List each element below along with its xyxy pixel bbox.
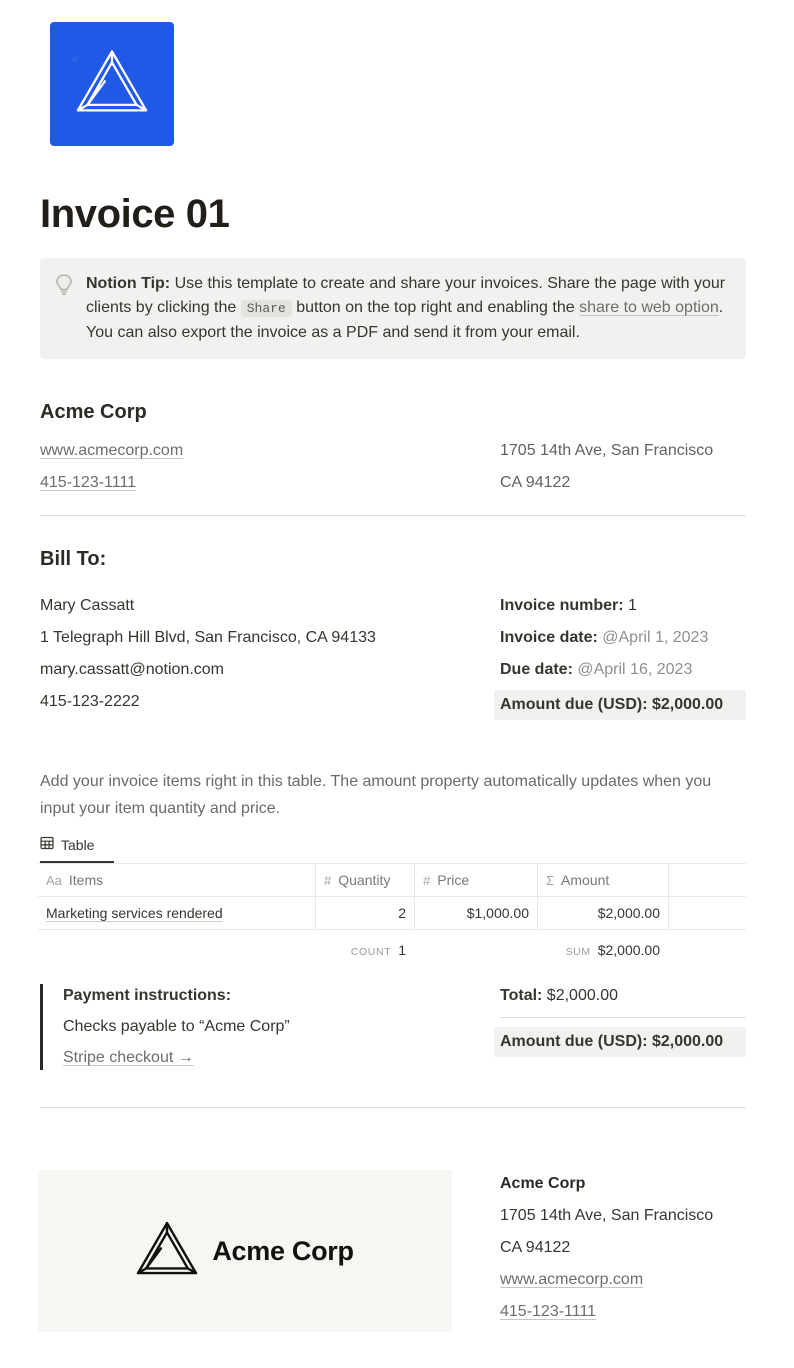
table-row — [38, 897, 746, 930]
stripe-checkout-link[interactable]: Stripe checkout → — [63, 1049, 194, 1066]
bill-to-name: Mary Cassatt — [40, 597, 135, 614]
formula-property-icon: Σ — [546, 872, 555, 888]
cell-price[interactable]: $1,000.00 — [414, 897, 537, 929]
payment-heading: Payment instructions: — [63, 987, 232, 1004]
lightbulb-icon — [52, 272, 76, 345]
bill-to-section — [40, 546, 746, 722]
footer-logo-image[interactable] — [38, 1170, 452, 1332]
payment-line: Checks payable to “Acme Corp” — [63, 1018, 290, 1035]
amount-due-row: Amount due (USD): $2,000.00 — [494, 690, 746, 720]
invoice-items-table — [38, 863, 746, 964]
amount-due-total-row: Amount due (USD): $2,000.00 — [494, 1027, 746, 1057]
column-header-price[interactable]: # Price — [414, 864, 537, 896]
cell-quantity[interactable]: 2 — [315, 897, 414, 929]
table-calculations-row — [38, 934, 746, 964]
notion-tip-callout — [40, 258, 746, 359]
footer-contact-block — [500, 1170, 713, 1332]
due-date-row: Due date: @April 16, 2023 — [500, 661, 693, 678]
footer-address-line2: CA 94122 — [500, 1239, 571, 1256]
database-view-tabs — [40, 830, 746, 863]
number-property-icon: # — [324, 872, 332, 888]
column-header-amount[interactable]: Σ Amount — [537, 864, 668, 896]
footer-address-line1: 1705 14th Ave, San Francisco — [500, 1207, 714, 1224]
footer-phone-link[interactable]: 415-123-1111 — [500, 1303, 597, 1320]
penrose-triangle-logo-icon — [76, 49, 148, 120]
tab-table-view[interactable]: Table — [40, 830, 114, 863]
footer-section — [40, 1170, 746, 1332]
invoice-date-row: Invoice date: @April 1, 2023 — [500, 629, 709, 646]
totals-block — [500, 984, 746, 1077]
footer-divider — [40, 1107, 746, 1108]
items-intro-paragraph: Add your invoice items right in this table. The amount property automatically updates when you input your item quantity and price. — [40, 773, 712, 817]
totals-divider — [500, 1017, 746, 1018]
callout-text: Notion Tip: Use this template to create and share your invoices. Share the page with your clients by clicking the Share button on the top right and enabling the share to web option. You can also export the invoice as a PDF and send it from your email. — [86, 275, 726, 341]
company-name-heading: Acme Corp — [40, 401, 147, 423]
company-section — [40, 399, 746, 503]
section-divider — [40, 515, 746, 516]
cell-amount[interactable]: $2,000.00 — [537, 897, 668, 929]
cell-empty[interactable] — [668, 897, 746, 929]
company-address-line2: CA 94122 — [500, 474, 571, 491]
company-website-link[interactable]: www.acmecorp.com — [40, 442, 184, 459]
cell-items[interactable]: Marketing services rendered — [46, 905, 223, 921]
penrose-triangle-logo-icon — [136, 1221, 198, 1282]
total-row: Total: $2,000.00 — [500, 987, 618, 1004]
bill-to-email: mary.cassatt@notion.com — [40, 661, 225, 678]
page-title: Invoice 01 — [40, 192, 230, 236]
column-header-items[interactable]: Aa Items — [46, 872, 104, 888]
column-header-quantity[interactable]: # Quantity — [315, 864, 414, 896]
page-icon[interactable] — [50, 22, 174, 146]
footer-website-link[interactable]: www.acmecorp.com — [500, 1271, 644, 1288]
share-to-web-link[interactable]: share to web option — [579, 299, 719, 316]
bill-to-phone: 415-123-2222 — [40, 693, 140, 710]
footer-logo-text: Acme Corp — [212, 1235, 354, 1266]
column-header-empty[interactable] — [668, 864, 746, 896]
footer-company-name: Acme Corp — [500, 1175, 586, 1192]
count-calculation[interactable]: COUNT 1 — [350, 942, 406, 958]
payment-instructions-quote — [40, 984, 500, 1070]
bill-to-heading: Bill To: — [40, 548, 107, 570]
due-date-mention[interactable]: @April 16, 2023 — [577, 661, 693, 678]
invoice-date-mention[interactable]: @April 1, 2023 — [602, 629, 709, 646]
payment-section — [40, 984, 746, 1077]
company-phone-link[interactable]: 415-123-1111 — [40, 474, 137, 491]
table-grid-icon — [40, 836, 54, 853]
sum-calculation[interactable]: SUM $2,000.00 — [565, 942, 660, 958]
share-code-chip: Share — [241, 300, 292, 317]
table-header-row — [38, 864, 746, 897]
text-property-icon: Aa — [46, 872, 62, 888]
bill-to-address: 1 Telegraph Hill Blvd, San Francisco, CA 94133 — [40, 629, 376, 646]
invoice-number-row: Invoice number: 1 — [500, 597, 637, 614]
number-property-icon: # — [423, 872, 431, 888]
callout-bold: Notion Tip: — [86, 275, 171, 292]
company-address-line1: 1705 14th Ave, San Francisco — [500, 442, 714, 459]
